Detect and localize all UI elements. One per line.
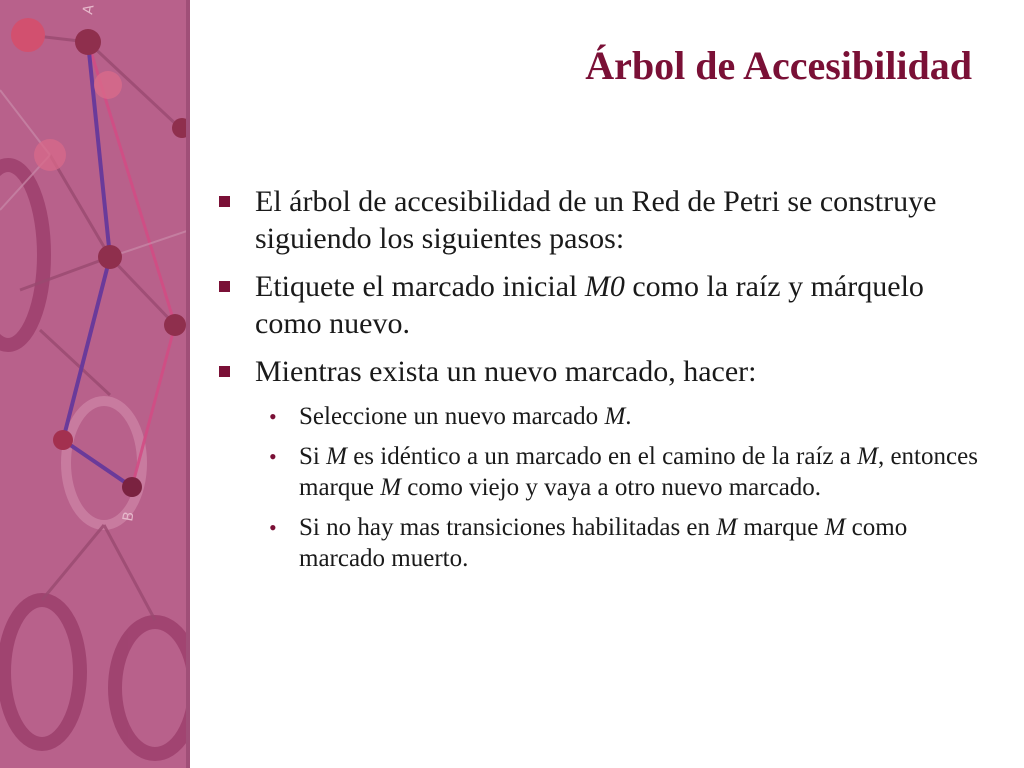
bullet-text: M [326,443,347,470]
bullet-text: Si [299,443,327,470]
bullet-text: M [604,403,626,430]
bullet-text: como viejo y vaya a otro nuevo marcado. [401,474,822,501]
petri-network-graphic [0,0,190,768]
bullet-text: Seleccione un nuevo marcado [299,403,605,430]
node-label-b: B [120,510,138,523]
bullet-item [215,183,990,257]
bullet-item [215,268,990,342]
node-label-a: A [80,3,98,16]
bullet-text: M [857,443,878,470]
bullet-text: M [716,514,738,541]
bullet-text: M [824,514,846,541]
sub-bullet-item [215,441,990,503]
square-bullet-icon [219,281,230,292]
bullet-text: marque [737,514,825,541]
bullet-text: Mientras exista un nuevo marcado, hacer: [255,355,757,388]
square-bullet-icon [219,196,230,207]
slide-title: Árbol de Accesibilidad [585,43,972,88]
sub-bullet-item [215,401,990,432]
square-bullet-icon [219,366,230,377]
dot-bullet-icon: • [269,515,277,540]
bullet-text: como marcado muerto. [299,514,908,572]
bullet-list [215,183,990,583]
bullet-text: M [380,474,402,501]
bullet-text: , entonces marque [299,443,978,501]
bullet-text: M0 [584,270,625,303]
panel-edge [186,0,190,768]
bullet-text: es idéntico a un marcado en el camino de la raíz a [346,443,858,470]
decorative-side-panel [0,0,190,768]
dot-bullet-icon: • [269,444,277,469]
bullet-text: Etiquete el marcado inicial [255,270,585,303]
dot-bullet-icon: • [269,404,277,429]
bullet-text: como la raíz y márquelo como nuevo. [255,270,924,340]
bullet-item [215,353,990,390]
bullet-text: . [625,403,632,430]
sub-bullet-item [215,512,990,574]
bullet-text: El árbol de accesibilidad de un Red de Petri se construye siguiendo los siguientes pasos: [255,185,937,255]
bullet-text: Si no hay mas transiciones habilitadas en [299,514,717,541]
